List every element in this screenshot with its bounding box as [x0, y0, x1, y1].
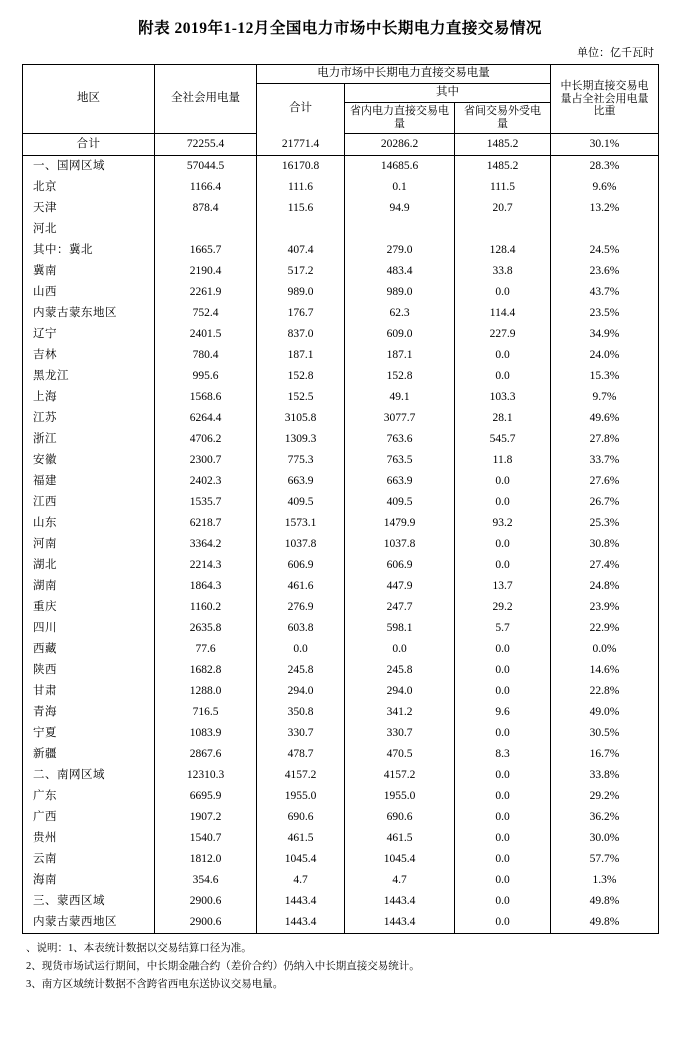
cell-total-consumption: 77.6	[155, 639, 257, 660]
cell-total-consumption: 2867.6	[155, 744, 257, 765]
cell-subtotal: 989.0	[257, 282, 345, 303]
cell-share: 9.6%	[551, 177, 659, 198]
cell-total-consumption: 716.5	[155, 702, 257, 723]
cell-subtotal: 115.6	[257, 198, 345, 219]
cell-intra-province: 0.0	[345, 639, 455, 660]
cell-intra-province: 763.5	[345, 450, 455, 471]
table-row	[23, 723, 659, 744]
cell-total-consumption: 2900.6	[155, 891, 257, 912]
cell-inter-province: 0.0	[455, 681, 551, 702]
cell-share: 22.8%	[551, 681, 659, 702]
cell-inter-province: 0.0	[455, 471, 551, 492]
cell-share	[551, 219, 659, 240]
cell-region: 新疆	[23, 744, 155, 765]
cell-share: 1.3%	[551, 870, 659, 891]
cell-total-consumption: 995.6	[155, 366, 257, 387]
table-row	[23, 597, 659, 618]
cell-total-consumption: 2900.6	[155, 912, 257, 934]
cell-region: 云南	[23, 849, 155, 870]
cell-intra-province: 763.6	[345, 429, 455, 450]
cell-subtotal: 152.5	[257, 387, 345, 408]
cell-share: 36.2%	[551, 807, 659, 828]
cell-share: 30.0%	[551, 828, 659, 849]
cell-region: 冀南	[23, 261, 155, 282]
cell-intra-province: 279.0	[345, 240, 455, 261]
cell-intra-province: 663.9	[345, 471, 455, 492]
cell-region: 一、国网区域	[23, 156, 155, 178]
cell-share: 22.9%	[551, 618, 659, 639]
cell-total-consumption: 1864.3	[155, 576, 257, 597]
cell-total-consumption: 57044.5	[155, 156, 257, 178]
cell-region: 广东	[23, 786, 155, 807]
cell-inter-province: 0.0	[455, 555, 551, 576]
cell-intra-province: 606.9	[345, 555, 455, 576]
cell-total-consumption: 2635.8	[155, 618, 257, 639]
cell-share: 14.6%	[551, 660, 659, 681]
cell-subtotal: 4157.2	[257, 765, 345, 786]
cell-total-consumption: 2402.3	[155, 471, 257, 492]
cell-share: 27.4%	[551, 555, 659, 576]
cell-intra-province: 690.6	[345, 807, 455, 828]
cell-inter-province: 0.0	[455, 870, 551, 891]
table-row	[23, 870, 659, 891]
cell-total-consumption: 780.4	[155, 345, 257, 366]
cell-inter-province: 545.7	[455, 429, 551, 450]
cell-share: 57.7%	[551, 849, 659, 870]
cell-total-consumption: 1812.0	[155, 849, 257, 870]
cell-total-consumption: 1288.0	[155, 681, 257, 702]
table-row	[23, 513, 659, 534]
table-row	[23, 891, 659, 912]
table-notes	[22, 940, 658, 994]
header-subtotal: 合计	[257, 84, 345, 134]
cell-intra-province: 1955.0	[345, 786, 455, 807]
table-row	[23, 450, 659, 471]
header-market-group: 电力市场中长期电力直接交易电量	[257, 65, 551, 84]
table-row	[23, 576, 659, 597]
header-region: 地区	[23, 65, 155, 134]
table-row	[23, 555, 659, 576]
cell-region: 山东	[23, 513, 155, 534]
cell-subtotal: 176.7	[257, 303, 345, 324]
cell-subtotal: 837.0	[257, 324, 345, 345]
cell-subtotal: 603.8	[257, 618, 345, 639]
table-row	[23, 345, 659, 366]
cell-subtotal: 461.6	[257, 576, 345, 597]
cell-region: 二、南网区域	[23, 765, 155, 786]
cell-subtotal: 409.5	[257, 492, 345, 513]
cell-intra-province: 330.7	[345, 723, 455, 744]
cell-inter-province: 28.1	[455, 408, 551, 429]
cell-inter-province: 0.0	[455, 366, 551, 387]
cell-subtotal: 1443.4	[257, 891, 345, 912]
cell-intra-province: 14685.6	[345, 156, 455, 178]
cell-share: 25.3%	[551, 513, 659, 534]
cell-inter-province: 13.7	[455, 576, 551, 597]
cell-share: 30.8%	[551, 534, 659, 555]
cell-total-consumption: 752.4	[155, 303, 257, 324]
cell-intra-province: 341.2	[345, 702, 455, 723]
cell-intra-province: 4.7	[345, 870, 455, 891]
cell-subtotal: 690.6	[257, 807, 345, 828]
cell-inter-province: 128.4	[455, 240, 551, 261]
cell-subtotal: 111.6	[257, 177, 345, 198]
table-row	[23, 177, 659, 198]
table-row	[23, 156, 659, 178]
cell-region: 重庆	[23, 597, 155, 618]
cell-inter-province: 0.0	[455, 891, 551, 912]
cell-total-consumption: 1535.7	[155, 492, 257, 513]
cell-region: 河北	[23, 219, 155, 240]
cell-share: 23.9%	[551, 597, 659, 618]
cell-inter-province: 0.0	[455, 849, 551, 870]
cell-share: 24.0%	[551, 345, 659, 366]
cell-region: 三、蒙西区域	[23, 891, 155, 912]
cell-subtotal: 606.9	[257, 555, 345, 576]
cell-intra-province: 0.1	[345, 177, 455, 198]
cell-region: 四川	[23, 618, 155, 639]
table-body	[23, 134, 659, 934]
cell-inter-province: 9.6	[455, 702, 551, 723]
cell-subtotal: 407.4	[257, 240, 345, 261]
cell-share: 15.3%	[551, 366, 659, 387]
cell-total-consumption: 1665.7	[155, 240, 257, 261]
cell-inter-province: 5.7	[455, 618, 551, 639]
cell-inter-province: 227.9	[455, 324, 551, 345]
table-row	[23, 765, 659, 786]
cell-subtotal: 276.9	[257, 597, 345, 618]
cell-region: 河南	[23, 534, 155, 555]
cell-subtotal: 1037.8	[257, 534, 345, 555]
cell-subtotal: 4.7	[257, 870, 345, 891]
cell-share: 23.5%	[551, 303, 659, 324]
note-line: 、说明：1、本表统计数据以交易结算口径为准。	[26, 943, 252, 954]
cell-total-consumption: 4706.2	[155, 429, 257, 450]
cell-region: 西藏	[23, 639, 155, 660]
cell-intra-province: 152.8	[345, 366, 455, 387]
cell-share: 23.6%	[551, 261, 659, 282]
cell-intra-province: 49.1	[345, 387, 455, 408]
cell-subtotal: 663.9	[257, 471, 345, 492]
cell-inter-province: 0.0	[455, 912, 551, 934]
cell-subtotal: 1045.4	[257, 849, 345, 870]
cell-subtotal: 775.3	[257, 450, 345, 471]
header-among-which: 其中	[345, 84, 551, 103]
cell-total-consumption: 354.6	[155, 870, 257, 891]
cell-region: 宁夏	[23, 723, 155, 744]
cell-intra-province: 187.1	[345, 345, 455, 366]
table-row	[23, 261, 659, 282]
cell-share: 49.8%	[551, 912, 659, 934]
cell-total-consumption: 6695.9	[155, 786, 257, 807]
cell-inter-province: 11.8	[455, 450, 551, 471]
cell-intra-province: 1045.4	[345, 849, 455, 870]
table-row	[23, 387, 659, 408]
cell-region: 合计	[23, 134, 155, 156]
cell-share: 27.8%	[551, 429, 659, 450]
cell-region: 天津	[23, 198, 155, 219]
cell-total-consumption: 2190.4	[155, 261, 257, 282]
cell-share: 49.6%	[551, 408, 659, 429]
cell-inter-province: 0.0	[455, 345, 551, 366]
cell-intra-province: 989.0	[345, 282, 455, 303]
cell-share: 33.7%	[551, 450, 659, 471]
cell-inter-province: 0.0	[455, 492, 551, 513]
cell-subtotal: 350.8	[257, 702, 345, 723]
cell-total-consumption: 2214.3	[155, 555, 257, 576]
table-row	[23, 618, 659, 639]
cell-region: 海南	[23, 870, 155, 891]
cell-inter-province: 1485.2	[455, 134, 551, 156]
table-row	[23, 744, 659, 765]
cell-intra-province: 20286.2	[345, 134, 455, 156]
table-row	[23, 303, 659, 324]
cell-inter-province: 1485.2	[455, 156, 551, 178]
cell-total-consumption: 1540.7	[155, 828, 257, 849]
cell-intra-province: 3077.7	[345, 408, 455, 429]
cell-subtotal: 0.0	[257, 639, 345, 660]
cell-share: 49.8%	[551, 891, 659, 912]
cell-region: 北京	[23, 177, 155, 198]
cell-total-consumption	[155, 219, 257, 240]
cell-inter-province: 114.4	[455, 303, 551, 324]
table-header	[23, 65, 659, 134]
cell-subtotal: 330.7	[257, 723, 345, 744]
cell-intra-province: 4157.2	[345, 765, 455, 786]
cell-intra-province: 1443.4	[345, 891, 455, 912]
note-line: 2、现货市场试运行期间，中长期金融合约（差价合约）仍纳入中长期直接交易统计。	[26, 960, 420, 972]
cell-share: 9.7%	[551, 387, 659, 408]
cell-region: 福建	[23, 471, 155, 492]
cell-inter-province: 0.0	[455, 828, 551, 849]
cell-region: 吉林	[23, 345, 155, 366]
cell-total-consumption: 72255.4	[155, 134, 257, 156]
cell-intra-province: 409.5	[345, 492, 455, 513]
cell-intra-province: 598.1	[345, 618, 455, 639]
note-line: 3、南方区域统计数据不含跨省西电东送协议交易电量。	[26, 978, 284, 990]
table-row	[23, 198, 659, 219]
cell-region: 江西	[23, 492, 155, 513]
cell-total-consumption: 3364.2	[155, 534, 257, 555]
cell-region: 内蒙古蒙东地区	[23, 303, 155, 324]
cell-total-consumption: 1160.2	[155, 597, 257, 618]
cell-region: 陕西	[23, 660, 155, 681]
cell-inter-province: 0.0	[455, 639, 551, 660]
cell-total-consumption: 12310.3	[155, 765, 257, 786]
cell-intra-province: 1443.4	[345, 912, 455, 934]
cell-share: 13.2%	[551, 198, 659, 219]
cell-subtotal: 1309.3	[257, 429, 345, 450]
cell-region: 甘肃	[23, 681, 155, 702]
cell-inter-province: 103.3	[455, 387, 551, 408]
table-row	[23, 702, 659, 723]
table-row	[23, 639, 659, 660]
table-row	[23, 240, 659, 261]
cell-subtotal: 478.7	[257, 744, 345, 765]
table-row	[23, 849, 659, 870]
cell-inter-province: 93.2	[455, 513, 551, 534]
electricity-trading-table	[22, 64, 659, 934]
cell-region: 山西	[23, 282, 155, 303]
table-row	[23, 366, 659, 387]
table-row	[23, 786, 659, 807]
cell-share: 16.7%	[551, 744, 659, 765]
cell-share: 0.0%	[551, 639, 659, 660]
cell-share: 33.8%	[551, 765, 659, 786]
cell-share: 49.0%	[551, 702, 659, 723]
cell-intra-province	[345, 219, 455, 240]
cell-subtotal: 187.1	[257, 345, 345, 366]
cell-share: 24.8%	[551, 576, 659, 597]
table-row	[23, 324, 659, 345]
cell-intra-province: 461.5	[345, 828, 455, 849]
cell-intra-province: 62.3	[345, 303, 455, 324]
header-inter-province: 省间交易外受电量	[455, 103, 551, 134]
cell-inter-province: 33.8	[455, 261, 551, 282]
cell-intra-province: 1479.9	[345, 513, 455, 534]
cell-region: 上海	[23, 387, 155, 408]
table-row	[23, 534, 659, 555]
cell-share: 29.2%	[551, 786, 659, 807]
cell-subtotal: 16170.8	[257, 156, 345, 178]
cell-inter-province: 111.5	[455, 177, 551, 198]
cell-inter-province: 0.0	[455, 807, 551, 828]
cell-region: 辽宁	[23, 324, 155, 345]
table-row	[23, 429, 659, 450]
table-row	[23, 492, 659, 513]
cell-inter-province: 0.0	[455, 765, 551, 786]
cell-region: 其中：冀北	[23, 240, 155, 261]
page-title: 附表 2019年1-12月全国电力市场中长期电力直接交易情况	[138, 20, 542, 37]
cell-intra-province: 245.8	[345, 660, 455, 681]
header-share: 中长期直接交易电量占全社会用电量比重	[551, 65, 659, 134]
table-row	[23, 134, 659, 156]
cell-region: 青海	[23, 702, 155, 723]
cell-intra-province: 294.0	[345, 681, 455, 702]
cell-region: 湖南	[23, 576, 155, 597]
table-row	[23, 912, 659, 934]
cell-share: 24.5%	[551, 240, 659, 261]
cell-subtotal: 245.8	[257, 660, 345, 681]
cell-subtotal: 517.2	[257, 261, 345, 282]
cell-share: 26.7%	[551, 492, 659, 513]
cell-subtotal: 1955.0	[257, 786, 345, 807]
table-row	[23, 219, 659, 240]
cell-share: 27.6%	[551, 471, 659, 492]
cell-total-consumption: 1907.2	[155, 807, 257, 828]
cell-intra-province: 470.5	[345, 744, 455, 765]
table-row	[23, 408, 659, 429]
cell-region: 广西	[23, 807, 155, 828]
cell-intra-province: 447.9	[345, 576, 455, 597]
cell-subtotal: 152.8	[257, 366, 345, 387]
table-row	[23, 471, 659, 492]
cell-subtotal: 1573.1	[257, 513, 345, 534]
cell-inter-province: 29.2	[455, 597, 551, 618]
cell-total-consumption: 2300.7	[155, 450, 257, 471]
cell-region: 贵州	[23, 828, 155, 849]
cell-inter-province	[455, 219, 551, 240]
unit-label: 单位：亿千瓦时	[577, 47, 654, 59]
cell-share: 30.1%	[551, 134, 659, 156]
cell-subtotal: 294.0	[257, 681, 345, 702]
table-row	[23, 828, 659, 849]
cell-total-consumption: 6218.7	[155, 513, 257, 534]
table-row	[23, 807, 659, 828]
cell-subtotal: 461.5	[257, 828, 345, 849]
cell-inter-province: 0.0	[455, 534, 551, 555]
cell-total-consumption: 1682.8	[155, 660, 257, 681]
cell-intra-province: 247.7	[345, 597, 455, 618]
cell-subtotal: 21771.4	[257, 134, 345, 156]
cell-intra-province: 1037.8	[345, 534, 455, 555]
cell-intra-province: 94.9	[345, 198, 455, 219]
cell-inter-province: 0.0	[455, 660, 551, 681]
cell-region: 黑龙江	[23, 366, 155, 387]
cell-intra-province: 609.0	[345, 324, 455, 345]
cell-region: 湖北	[23, 555, 155, 576]
cell-total-consumption: 1568.6	[155, 387, 257, 408]
cell-total-consumption: 1166.4	[155, 177, 257, 198]
cell-total-consumption: 6264.4	[155, 408, 257, 429]
cell-subtotal: 3105.8	[257, 408, 345, 429]
table-row	[23, 282, 659, 303]
cell-inter-province: 20.7	[455, 198, 551, 219]
cell-inter-province: 0.0	[455, 786, 551, 807]
table-row	[23, 681, 659, 702]
cell-inter-province: 0.0	[455, 282, 551, 303]
cell-share: 30.5%	[551, 723, 659, 744]
cell-total-consumption: 2261.9	[155, 282, 257, 303]
cell-subtotal: 1443.4	[257, 912, 345, 934]
cell-region: 浙江	[23, 429, 155, 450]
cell-inter-province: 0.0	[455, 723, 551, 744]
header-intra-province: 省内电力直接交易电量	[345, 103, 455, 134]
cell-intra-province: 483.4	[345, 261, 455, 282]
cell-total-consumption: 1083.9	[155, 723, 257, 744]
cell-region: 内蒙古蒙西地区	[23, 912, 155, 934]
cell-region: 江苏	[23, 408, 155, 429]
cell-region: 安徽	[23, 450, 155, 471]
cell-share: 28.3%	[551, 156, 659, 178]
cell-inter-province: 8.3	[455, 744, 551, 765]
cell-subtotal	[257, 219, 345, 240]
cell-total-consumption: 2401.5	[155, 324, 257, 345]
cell-share: 34.9%	[551, 324, 659, 345]
table-row	[23, 660, 659, 681]
header-total-consumption: 全社会用电量	[155, 65, 257, 134]
cell-share: 43.7%	[551, 282, 659, 303]
cell-total-consumption: 878.4	[155, 198, 257, 219]
